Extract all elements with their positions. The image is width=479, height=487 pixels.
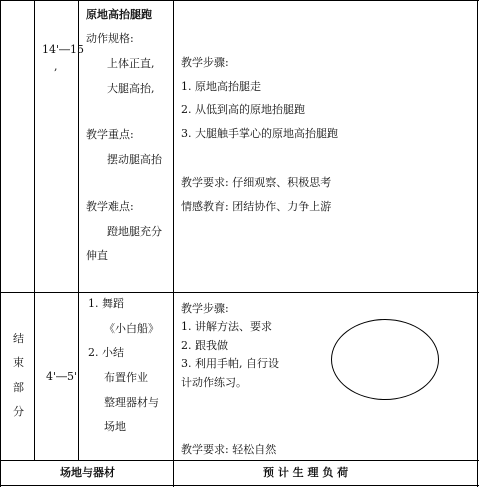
requirement-2: 教学要求: 轻松自然 xyxy=(181,443,277,456)
spec-item-2: 大腿高抬, xyxy=(107,82,155,95)
section-two-time: 4'―5' xyxy=(46,370,78,383)
part-char-3: 部 xyxy=(13,381,24,394)
section-one-time-suffix: , xyxy=(54,60,58,73)
step-2-3: 3. 利用手帕, 自行设 xyxy=(181,357,279,370)
steps-label-1: 教学步骤: xyxy=(181,56,229,69)
key-point-text: 摆动腿高抬 xyxy=(107,153,162,166)
emotion-education: 情感教育: 团结协作、力争上游 xyxy=(181,200,332,213)
exercise-title: 原地高抬腿跑 xyxy=(86,8,152,21)
table-bottom-border xyxy=(0,485,479,486)
physiology-load-label: 预 计 生 理 负 荷 xyxy=(263,466,349,479)
table-top-border xyxy=(0,0,479,1)
step-1-3: 3. 大腿触手掌心的原地高抬腿跑 xyxy=(181,127,338,140)
item-dance-name: 《小白船》 xyxy=(104,322,159,335)
table-left-border xyxy=(0,0,1,487)
table-right-border xyxy=(477,0,478,487)
summary-line-1: 布置作业 xyxy=(104,371,148,384)
section-one-time: 14'―15 xyxy=(42,43,85,56)
steps-label-2: 教学步骤: xyxy=(181,302,229,315)
part-char-4: 分 xyxy=(13,405,24,418)
step-2-2: 2. 跟我做 xyxy=(181,339,228,352)
summary-line-2: 整理器材与 xyxy=(104,396,159,409)
difficulty-text-1: 蹬地腿充分 xyxy=(107,225,162,238)
equipment-label: 场地与器材 xyxy=(60,466,115,479)
step-1-1: 1. 原地高抬腿走 xyxy=(181,80,261,93)
step-2-1: 1. 讲解方法、要求 xyxy=(181,320,272,333)
summary-line-3: 场地 xyxy=(104,420,126,433)
step-1-2: 2. 从低到高的原地抬腿跑 xyxy=(181,103,305,116)
col-divider-2 xyxy=(78,0,79,460)
col-divider-3 xyxy=(173,0,174,487)
difficulty-text-2: 伸直 xyxy=(86,249,108,262)
part-char-2: 束 xyxy=(13,356,24,369)
formation-circle-diagram xyxy=(331,319,439,400)
spec-item-1: 上体正直, xyxy=(107,57,155,70)
col-divider-1 xyxy=(34,0,35,460)
step-2-4: 计动作练习。 xyxy=(181,376,247,389)
item-dance: 1. 舞蹈 xyxy=(88,297,124,310)
key-point-label: 教学重点: xyxy=(86,128,134,141)
requirement-1: 教学要求: 仔细观察、积极思考 xyxy=(181,176,332,189)
row-divider-2 xyxy=(0,460,479,461)
row-divider-1 xyxy=(0,292,479,293)
item-summary: 2. 小结 xyxy=(88,346,124,359)
part-char-1: 结 xyxy=(13,332,24,345)
spec-label: 动作规格: xyxy=(86,32,134,45)
difficulty-label: 教学难点: xyxy=(86,200,134,213)
